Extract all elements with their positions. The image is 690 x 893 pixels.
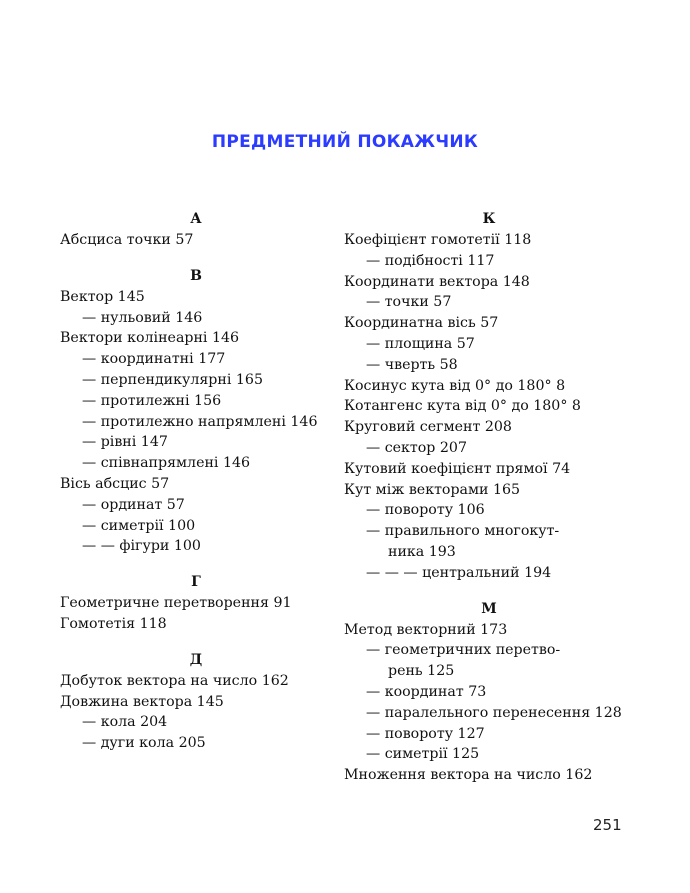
index-subentry: — сектор 207 <box>366 439 467 456</box>
index-continuation: ника 193 <box>388 543 456 560</box>
section-letter: К <box>482 211 496 227</box>
index-subentry: — дуги кола 205 <box>82 735 206 752</box>
index-subentry: — повороту 106 <box>366 502 485 519</box>
index-continuation: рень 125 <box>388 663 455 680</box>
index-subentry: — кола 204 <box>82 714 168 731</box>
section-letter: В <box>190 267 202 284</box>
index-subentry: — чверть 58 <box>366 356 458 373</box>
index-subentry: — паралельного перенесення 128 <box>366 704 622 721</box>
index-entry: Абсциса точки 57 <box>60 232 194 248</box>
index-entry: Гомотетія 118 <box>60 615 167 632</box>
section-letter: М <box>481 600 497 617</box>
index-entry: Вектор 145 <box>60 288 145 305</box>
index-subentry: — перпендикулярні 165 <box>82 371 263 388</box>
index-entry: Котангенс кута від 0° до 180° 8 <box>344 398 581 415</box>
section-letter: Д <box>189 651 203 668</box>
index-subentry: — подібності 117 <box>366 252 495 269</box>
index-subentry: — координатні 177 <box>82 351 226 368</box>
index-subentry: — — — центральний 194 <box>366 564 552 581</box>
index-column-left <box>60 208 332 754</box>
index-entry: Добуток вектора на число 162 <box>60 672 289 689</box>
index-entry: Множення вектора на число 162 <box>344 767 593 784</box>
index-subentry: — — фігури 100 <box>82 538 201 555</box>
index-entry: Косинус кута від 0° до 180° 8 <box>344 377 566 394</box>
index-entry: Круговий сегмент 208 <box>344 419 512 436</box>
index-subentry: — нульовий 146 <box>82 309 203 326</box>
index-entry: Вектори колінеарні 146 <box>60 330 240 347</box>
index-entry: Кутовий коефіцієнт прямої 74 <box>344 460 571 477</box>
index-entry: Коефіцієнт гомотетії 118 <box>344 232 532 248</box>
index-subentry: — протилежно напрямлені 146 <box>82 413 318 430</box>
index-subentry: — ординат 57 <box>82 496 185 513</box>
index-column-right <box>344 208 634 786</box>
index-subentry: — точки 57 <box>366 294 452 311</box>
index-subentry: — співнапрямлені 146 <box>82 455 251 472</box>
index-subentry: — протилежні 156 <box>82 392 222 409</box>
index-entry: Геометричне перетворення 91 <box>60 595 292 612</box>
index-subentry: — симетрії 125 <box>366 746 480 763</box>
index-entry: Довжина вектора 145 <box>60 693 224 710</box>
index-subentry: — геометричних перетво- <box>366 642 561 659</box>
index-subentry: — площина 57 <box>366 335 475 352</box>
index-entry: Кут між векторами 165 <box>344 481 521 498</box>
index-subentry: — координат 73 <box>366 683 487 700</box>
section-letter: А <box>190 211 202 227</box>
index-entry: Координати вектора 148 <box>344 273 530 290</box>
page-title: ПРЕДМЕТНИЙ ПОКАЖЧИК <box>211 132 479 152</box>
index-subentry: — симетрії 100 <box>82 517 196 534</box>
section-letter: Г <box>191 574 201 591</box>
index-entry: Вісь абсцис 57 <box>60 475 170 492</box>
index-subentry: — рівні 147 <box>82 434 168 451</box>
index-entry: Координатна вісь 57 <box>344 315 499 332</box>
index-subentry: — правильного многокут- <box>366 523 560 540</box>
index-subentry: — повороту 127 <box>366 725 485 742</box>
page-number: 251 <box>593 816 622 834</box>
index-entry: Метод векторний 173 <box>344 621 508 638</box>
